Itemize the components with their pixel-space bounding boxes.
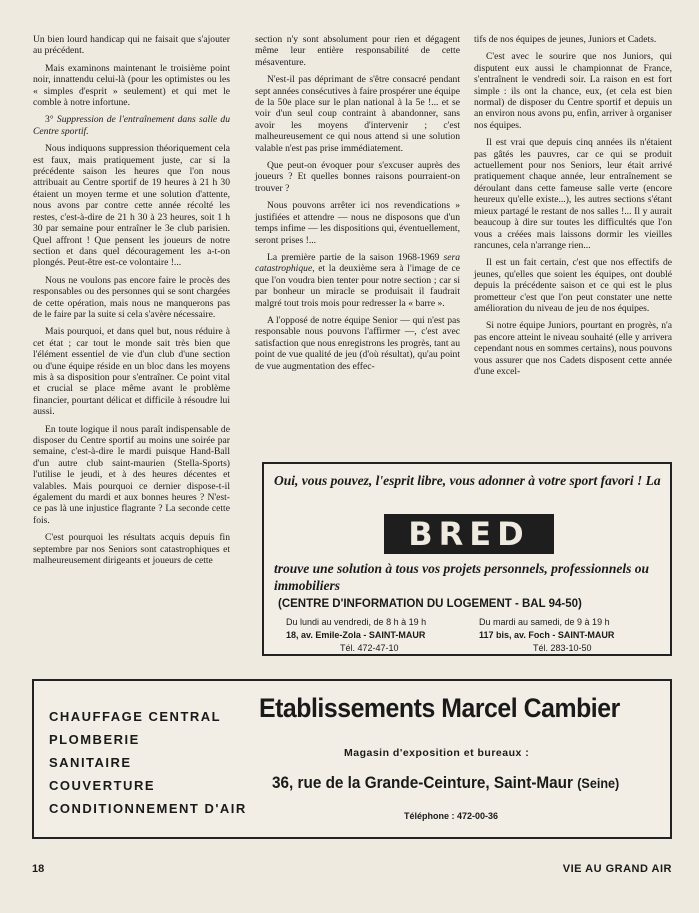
article-column-3	[474, 34, 672, 383]
paragraph: Mais pourquoi, et dans quel but, nous réduire à cet état ; car tout le monde sait très bien que l'élément essentiel de vie d'un club d'une section ou d'une équipe réside en un bloc dans les moyens mis à sa disposition pour s'entraîner. Ce point vital et crucial se place même avant le problème financier, pourtant délicat et difficile à résoudre lui aussi.	[33, 326, 230, 418]
service-item: CHAUFFAGE CENTRAL	[49, 709, 222, 724]
paragraph: A l'opposé de notre équipe Senior — qui n'est pas responsable nous pouvons l'affirmer —, c'est avec satisfaction que nous enregistrons les progrès, tant au point de vue qualité de jeu (d'où résultat), qu'au point de vue augmentation des effec-	[255, 314, 460, 372]
branch-hours: Du lundi au vendredi, de 8 h à 19 h	[286, 617, 427, 627]
bred-solution-text: trouve une solution à tous vos projets personnels, professionnels ou immobiliers	[274, 561, 650, 593]
showroom-label: Magasin d'exposition et bureaux :	[344, 747, 530, 759]
service-item: SANITAIRE	[49, 755, 132, 770]
paragraph: En toute logique il nous paraît indispensable de disposer du Centre sportif au moins une soirée par semaine, c'est-à-dire le mardi puisque Hand-Ball d'un autre club saint-maurien (Stella-Sports) l'utilise le jeudi, et à des heures décentes et valables. Mais pourquoi ce dernier dispose-t-il également du mardi et aux bonnes heures ? N'est-ce pas là une injustice flagrante ? La seconde cette fois.	[33, 423, 230, 526]
bred-branch-right	[479, 616, 614, 655]
emphasis-text: sera catastrophique	[255, 251, 460, 275]
magazine-name: VIE AU GRAND AIR	[562, 863, 672, 875]
cambier-advertisement	[32, 679, 672, 839]
service-item: PLOMBERIE	[49, 732, 140, 747]
paragraph	[255, 252, 460, 309]
service-item: CONDITIONNEMENT D'AIR	[49, 801, 247, 816]
bred-branch-left	[286, 616, 426, 655]
article-column-1	[33, 34, 230, 572]
address-text: 36, rue de la Grande-Ceinture, Saint-Maur	[272, 773, 573, 792]
branch-address: 117 bis, av. Foch - SAINT-MAUR	[479, 630, 615, 640]
branch-phone: Tél. 472-47-10	[340, 643, 399, 653]
paragraph: Nous ne voulons pas encore faire le procès des responsables ou des personnes qui se sont chargées de cette opération, mais nous ne manquerons pas de le faire par la suite si cela s'avère nécessaire.	[33, 274, 230, 320]
address-suffix: (Seine)	[577, 775, 620, 791]
services-list	[49, 705, 247, 820]
subheading-number: 3°	[45, 114, 54, 126]
paragraph: Si notre équipe Juniors, pourtant en progrès, n'a pas encore atteint le niveau souhaité (elle y arrivera cependant nous en sommes certains), nous pouvons vous assurer que nos Cadets disposent cette année d'une excel-	[474, 320, 672, 377]
text-run: La première partie de la saison 1968-1969	[267, 251, 444, 263]
paragraph: tifs de nos équipes de jeunes, Juniors et Cadets.	[474, 34, 657, 45]
company-phone: Téléphone : 472-00-36	[404, 811, 499, 821]
paragraph: Il est un fait certain, c'est que nos effectifs de jeunes, qu'elles que soient les équipes, ont doublé depuis la précédente saison et ce qui est le plus prometteur c'est que l'on peut constater une nette amélioration du niveau de jeu de nos équipes.	[474, 257, 672, 314]
text-run: , et la deuxième sera à l'image de ce que l'on voudra bien tenter pour notre section ; car si par bonheur un miracle se produisait il faudrait malgré tout trois mois pour redresser la « barre ».	[255, 263, 460, 309]
bred-logo: BRED	[384, 514, 554, 554]
company-name: Etablissements Marcel Cambier	[259, 693, 620, 723]
paragraph: Que peut-on évoquer pour s'excuser auprès des joueurs ? Et quelles bonnes raisons pourraient-on trouver ?	[255, 160, 460, 194]
section-subheading	[33, 114, 230, 137]
branch-address: 18, av. Emile-Zola - SAINT-MAUR	[286, 630, 426, 640]
branch-hours: Du mardi au samedi, de 9 à 19 h	[479, 617, 610, 627]
page-number: 18	[32, 863, 45, 875]
bred-tagline: Oui, vous pouvez, l'esprit libre, vous adonner à votre sport favori ! La	[274, 473, 661, 488]
paragraph: C'est avec le sourire que nos Juniors, qui disputent eux aussi le championnat de France, s'entraînent le vendredi soir. La raison en est fort simple : ils ont la chance, eux, (et cela est bien normal) de disposer du Centre sportif et depuis un an environ nous avons pu, enfin, arriver à organiser nos équipes.	[474, 51, 672, 131]
subheading-title: Suppression de l'entraînement dans salle du Centre sportif.	[33, 114, 230, 137]
bred-advertisement	[262, 462, 672, 656]
paragraph: Nous indiquons suppression théoriquement cela est faux, mais pratiquement juste, car si la précédente saison les heures que l'on nous attribuait au Centre sportif de 19 heures à 21 h 30 étaient un moyen terme et une solution d'attente, nous avons par contre cette année récolté les restes, c'est-à-dire de 21 h 30 à 23 heures, soit 1 h 30 par semaine pour entraîner le 3e club parisien. Quel affront ! Que pensent les joueurs de notre section et dans quel découragement les a-t-on plongés. Peut-être est-ce volontaire !...	[33, 143, 230, 269]
paragraph: Nous pouvons arrêter ici nos revendications » justifiées et attendre — nous ne disposons que d'un temps infime — les dispositions qui, éventuellement, seront prises !...	[255, 200, 460, 246]
paragraph: Il est vrai que depuis cinq années ils n'étaient pas gâtés les pauvres, car ce qui se produit actuellement pour nos Seniors, leur était arrivé pratiquement chaque année, leur entraînement se déroulant dans cette fameuse salle verte (encore heureux qu'elle existe...), les autres sections s'étant mieux partagé le restant de nos salles !... Il y aurait beaucoup à dire sur toutes les difficultés que l'on vous a créées mais laissons dormir les vieilles rancunes, cela n'arrange rien...	[474, 137, 672, 251]
service-item: COUVERTURE	[49, 778, 156, 793]
paragraph: Un bien lourd handicap qui ne faisait que s'ajouter au précédent.	[33, 34, 230, 57]
paragraph: Mais examinons maintenant le troisième point noir, innattendu celui-là (pour les optimistes ou les « simples d'esprit » seulement) et qui met le comble à notre infortune.	[33, 62, 230, 109]
company-address	[272, 773, 619, 793]
paragraph: N'est-il pas déprimant de s'être consacré pendant sept années consécutives à faire prospérer une équipe de la 50e place sur le plan national à la 5e !... et se voir d'un seul coup contraint à abandonner, sans avoir les moyens d'intervenir ; c'est malheureusement ce qui nous attend si une solution valable n'est pas prise immédiatement.	[255, 74, 460, 154]
branch-phone: Tél. 283-10-50	[533, 643, 592, 653]
article-column-2	[255, 34, 460, 378]
bred-centre-info: (CENTRE D'INFORMATION DU LOGEMENT - BAL 94-50)	[278, 598, 582, 610]
paragraph: C'est pourquoi les résultats acquis depuis fin septembre par nos Seniors sont catastrophiques et malheureusement dirigeants et joueurs de cette	[33, 532, 230, 567]
paragraph: section n'y sont absolument pour rien et dégagent même leur entière responsabilité de cette mésaventure.	[255, 34, 460, 68]
